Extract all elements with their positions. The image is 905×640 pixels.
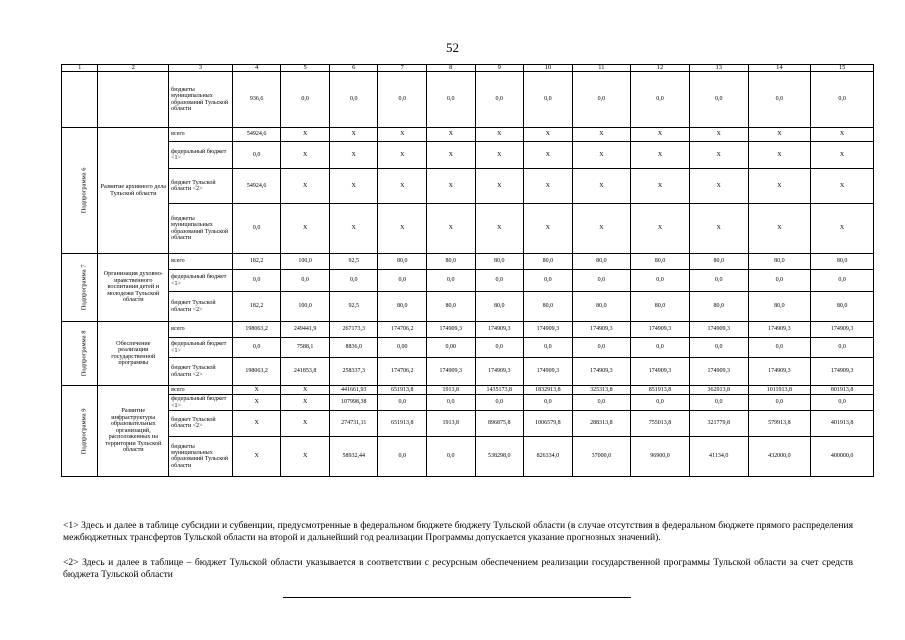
value-cell: 0,0 [811,270,874,292]
footnote-1: <1> Здесь и далее в таблице субсидии и субвенции, предусмотренные в федеральном бюджете бюджету Тульской области (в случае отсутствия в федеральном бюджете прямого распределения межбюджетных трансфертов Тульской области на второй и дальнейший год реализации Программы допускается указание прогнозных значений). [63,520,853,544]
value-cell: 100,0 [281,254,330,270]
value-cell: X [427,142,476,169]
value-cell: 0,0 [748,72,811,128]
program-cell [62,72,98,128]
value-cell: X [329,204,378,254]
value-cell: 1006579,8 [524,410,573,436]
value-cell: 401913,8 [811,410,874,436]
value-cell: X [281,169,330,204]
value-cell: 0,0 [524,72,573,128]
column-header: 1 [62,65,98,72]
subprogram-description: Развитие инфраструктуры образовательных организаций, расположенных на территории Тульской области [98,386,169,477]
indicator-cell: бюджет Тульской области <2> [169,169,233,204]
value-cell: 0,0 [631,72,690,128]
subprogram-description: Организация духовно-нравственного воспитания детей и молодежи Тульской области [98,254,169,322]
value-cell: 801913,8 [811,386,874,395]
program-label: Подпрограмма 6 [80,167,88,214]
value-cell: 80,0 [475,292,524,322]
indicator-cell: всего [169,128,233,142]
value-cell: 0,0 [475,72,524,128]
value-cell: 174909,3 [524,322,573,338]
program-cell [62,128,98,254]
value-cell: 288313,8 [572,410,631,436]
value-cell: X [689,169,748,204]
value-cell: 0,0 [475,338,524,358]
value-cell: 174909,3 [427,358,476,386]
value-cell: X [689,128,748,142]
value-cell: 1913,8 [427,386,476,395]
program-cell [62,322,98,386]
value-cell: X [811,142,874,169]
subprogram-description [98,72,169,128]
program-label: Подпрограмма 9 [80,408,88,454]
value-cell: X [572,128,631,142]
value-cell: X [475,128,524,142]
value-cell: 0,0 [475,395,524,411]
column-header: 3 [169,65,233,72]
column-header: 7 [378,65,427,72]
value-cell: 579913,8 [748,410,811,436]
value-cell: X [378,204,427,254]
value-cell: 0,0 [427,436,476,476]
value-cell: 0,0 [232,270,281,292]
value-cell: X [329,169,378,204]
table-row [62,292,874,322]
value-cell: 80,0 [748,292,811,322]
value-cell: 1011913,8 [748,386,811,395]
column-header: 12 [631,65,690,72]
value-cell: 0,0 [427,270,476,292]
column-header: 6 [329,65,378,72]
value-cell: 174909,3 [811,358,874,386]
value-cell: 400000,0 [811,436,874,476]
value-cell: 0,0 [631,395,690,411]
value-cell: X [572,169,631,204]
value-cell: 174909,3 [748,322,811,338]
value-cell: 0,0 [232,338,281,358]
value-cell: X [378,128,427,142]
header-row [62,65,874,72]
value-cell: X [631,169,690,204]
value-cell: 321779,8 [689,410,748,436]
indicator-cell: бюджет Тульской области <2> [169,292,233,322]
table-row [62,322,874,338]
value-cell: 896875,8 [475,410,524,436]
value-cell: X [427,128,476,142]
value-cell: 80,0 [524,254,573,270]
value-cell: X [748,142,811,169]
column-header: 15 [811,65,874,72]
value-cell: X [281,410,330,436]
indicator-cell: бюджеты муниципальных образований Тульской области [169,436,233,476]
value-cell: X [524,128,573,142]
value-cell: X [748,204,811,254]
value-cell: X [524,142,573,169]
value-cell: 80,0 [427,292,476,322]
value-cell: X [631,142,690,169]
value-cell: 0,0 [232,142,281,169]
indicator-cell: федеральный бюджет <1> [169,142,233,169]
value-cell: 0,0 [811,72,874,128]
value-cell: 182,2 [232,292,281,322]
page-number: 52 [446,40,459,55]
value-cell: 0,0 [281,270,330,292]
value-cell: 80,0 [427,254,476,270]
column-header: 14 [748,65,811,72]
table-row [62,270,874,292]
value-cell: X [811,169,874,204]
value-cell: 174909,3 [689,358,748,386]
value-cell: 100,0 [281,292,330,322]
value-cell: 0,0 [572,338,631,358]
value-cell: 174909,3 [524,358,573,386]
value-cell: 0,00 [378,338,427,358]
value-cell: 80,0 [475,254,524,270]
table-row [62,169,874,204]
value-cell: 1913,8 [427,410,476,436]
value-cell: 0,0 [427,72,476,128]
value-cell: 80,0 [811,254,874,270]
value-cell: 274731,11 [329,410,378,436]
value-cell: X [631,204,690,254]
value-cell: 80,0 [378,292,427,322]
value-cell: 174909,3 [631,322,690,338]
value-cell: X [524,204,573,254]
value-cell: 80,0 [524,292,573,322]
table-row [62,72,874,128]
value-cell: 651913,8 [378,410,427,436]
table-row [62,128,874,142]
value-cell: X [329,142,378,169]
indicator-cell: бюджеты муниципальных образований Тульской области [169,72,233,128]
indicator-cell: всего [169,322,233,338]
value-cell: 174909,3 [748,358,811,386]
value-cell: 37000,0 [572,436,631,476]
value-cell: 174909,3 [631,358,690,386]
column-header: 11 [572,65,631,72]
value-cell: 432000,0 [748,436,811,476]
value-cell: X [329,128,378,142]
value-cell: 80,0 [689,254,748,270]
value-cell: X [748,128,811,142]
value-cell: X [572,204,631,254]
column-header: 13 [689,65,748,72]
value-cell: X [378,142,427,169]
value-cell: 936,6 [232,72,281,128]
indicator-cell: бюджет Тульской области <2> [169,358,233,386]
value-cell: 362913,8 [689,386,748,395]
table-row [62,410,874,436]
value-cell: 0,0 [689,72,748,128]
indicator-cell: всего [169,254,233,270]
value-cell: 0,0 [329,270,378,292]
program-cell [62,386,98,477]
value-cell: X [572,142,631,169]
value-cell: 249441,9 [281,322,330,338]
value-cell: 54924,6 [232,128,281,142]
value-cell: 80,0 [689,292,748,322]
program-label: Подпрограмма 8 [80,330,88,377]
value-cell: 0,0 [631,270,690,292]
table-row [62,204,874,254]
value-cell: 0,0 [475,270,524,292]
indicator-cell: федеральный бюджет <1> [169,270,233,292]
value-cell: 0,0 [281,72,330,128]
value-cell: X [281,436,330,476]
value-cell: 174909,3 [475,358,524,386]
value-cell: 258337,3 [329,358,378,386]
program-label: Подпрограмма 7 [80,264,88,311]
value-cell: X [281,204,330,254]
value-cell: 0,0 [631,338,690,358]
table-row [62,254,874,270]
value-cell: X [475,142,524,169]
value-cell: 325313,8 [572,386,631,395]
value-cell: 174909,3 [572,322,631,338]
column-header: 8 [427,65,476,72]
value-cell: 0,0 [378,436,427,476]
value-cell: 0,0 [524,270,573,292]
value-cell: 1435173,8 [475,386,524,395]
value-cell: X [475,204,524,254]
value-cell: 0,0 [689,338,748,358]
value-cell: 0,0 [748,338,811,358]
value-cell: 198063,2 [232,358,281,386]
value-cell: 7588,1 [281,338,330,358]
column-header: 4 [232,65,281,72]
value-cell: X [232,436,281,476]
value-cell: 0,0 [378,72,427,128]
value-cell: 241853,8 [281,358,330,386]
value-cell: 826334,0 [524,436,573,476]
value-cell: 58932,44 [329,436,378,476]
table-row [62,386,874,395]
value-cell: 174706,2 [378,358,427,386]
indicator-cell: бюджеты муниципальных образований Тульской области [169,204,233,254]
value-cell: X [811,128,874,142]
value-cell: X [631,128,690,142]
value-cell: X [475,169,524,204]
value-cell: 174909,3 [811,322,874,338]
program-cell [62,254,98,322]
value-cell: X [689,204,748,254]
column-header: 5 [281,65,330,72]
value-cell: 0,0 [232,204,281,254]
value-cell: 0,0 [748,270,811,292]
value-cell: 851913,8 [631,386,690,395]
value-cell: 651913,8 [378,386,427,395]
indicator-cell: бюджет Тульской области <2> [169,410,233,436]
indicator-cell: федеральный бюджет <1> [169,395,233,411]
table-row [62,338,874,358]
value-cell: 0,0 [811,338,874,358]
footer-rule [283,597,631,598]
value-cell: 92,5 [329,292,378,322]
value-cell: 80,0 [378,254,427,270]
value-cell: X [281,142,330,169]
table-row [62,358,874,386]
value-cell: X [281,128,330,142]
value-cell: 174909,3 [427,322,476,338]
value-cell: 174909,3 [572,358,631,386]
value-cell: 267173,3 [329,322,378,338]
value-cell: 174909,3 [689,322,748,338]
value-cell: X [427,169,476,204]
value-cell: 54924,6 [232,169,281,204]
value-cell: X [811,204,874,254]
value-cell: 198063,2 [232,322,281,338]
value-cell: 0,0 [524,395,573,411]
value-cell: 80,0 [572,292,631,322]
value-cell: 96900,0 [631,436,690,476]
value-cell: 0,0 [427,395,476,411]
value-cell: X [281,386,330,395]
value-cell: 1832913,8 [524,386,573,395]
value-cell: 0,0 [329,72,378,128]
value-cell: X [232,395,281,411]
value-cell: 80,0 [811,292,874,322]
table-row [62,395,874,411]
column-header: 2 [98,65,169,72]
value-cell: 0,00 [427,338,476,358]
value-cell: 92,5 [329,254,378,270]
value-cell: 538298,0 [475,436,524,476]
value-cell: 80,0 [631,292,690,322]
value-cell: 0,0 [748,395,811,411]
table-row [62,436,874,476]
value-cell: 0,0 [378,395,427,411]
value-cell: 0,0 [572,72,631,128]
value-cell: 0,0 [811,395,874,411]
value-cell: X [524,169,573,204]
value-cell: 80,0 [748,254,811,270]
value-cell: 0,0 [524,338,573,358]
value-cell: X [281,395,330,411]
value-cell: X [232,410,281,436]
table-row [62,142,874,169]
value-cell: 80,0 [572,254,631,270]
value-cell: X [232,386,281,395]
subprogram-description: Обеспечение реализации государственной программы [98,322,169,386]
value-cell: 0,0 [378,270,427,292]
value-cell: 0,0 [572,270,631,292]
column-header: 9 [475,65,524,72]
value-cell: 0,0 [689,270,748,292]
value-cell: 80,0 [631,254,690,270]
value-cell: X [427,204,476,254]
value-cell: X [748,169,811,204]
column-header: 10 [524,65,573,72]
value-cell: 182,2 [232,254,281,270]
indicator-cell: всего [169,386,233,395]
value-cell: X [378,169,427,204]
value-cell: 755013,8 [631,410,690,436]
value-cell: 107998,38 [329,395,378,411]
value-cell: 41134,0 [689,436,748,476]
value-cell: 0,0 [572,395,631,411]
value-cell: 174706,2 [378,322,427,338]
budget-table [61,64,874,477]
value-cell: 8836,0 [329,338,378,358]
value-cell: 0,0 [689,395,748,411]
indicator-cell: федеральный бюджет <1> [169,338,233,358]
subprogram-description: Развитие архивного дела Тульской области [98,128,169,254]
footnote-2: <2> Здесь и далее в таблице – бюджет Тульской области указывается в соответствии с ресурсным обеспечением реализации государственной программы Тульской области за счет средств бюджета Тульской области [63,557,853,581]
value-cell: 441661,93 [329,386,378,395]
value-cell: 174909,3 [475,322,524,338]
value-cell: X [689,142,748,169]
